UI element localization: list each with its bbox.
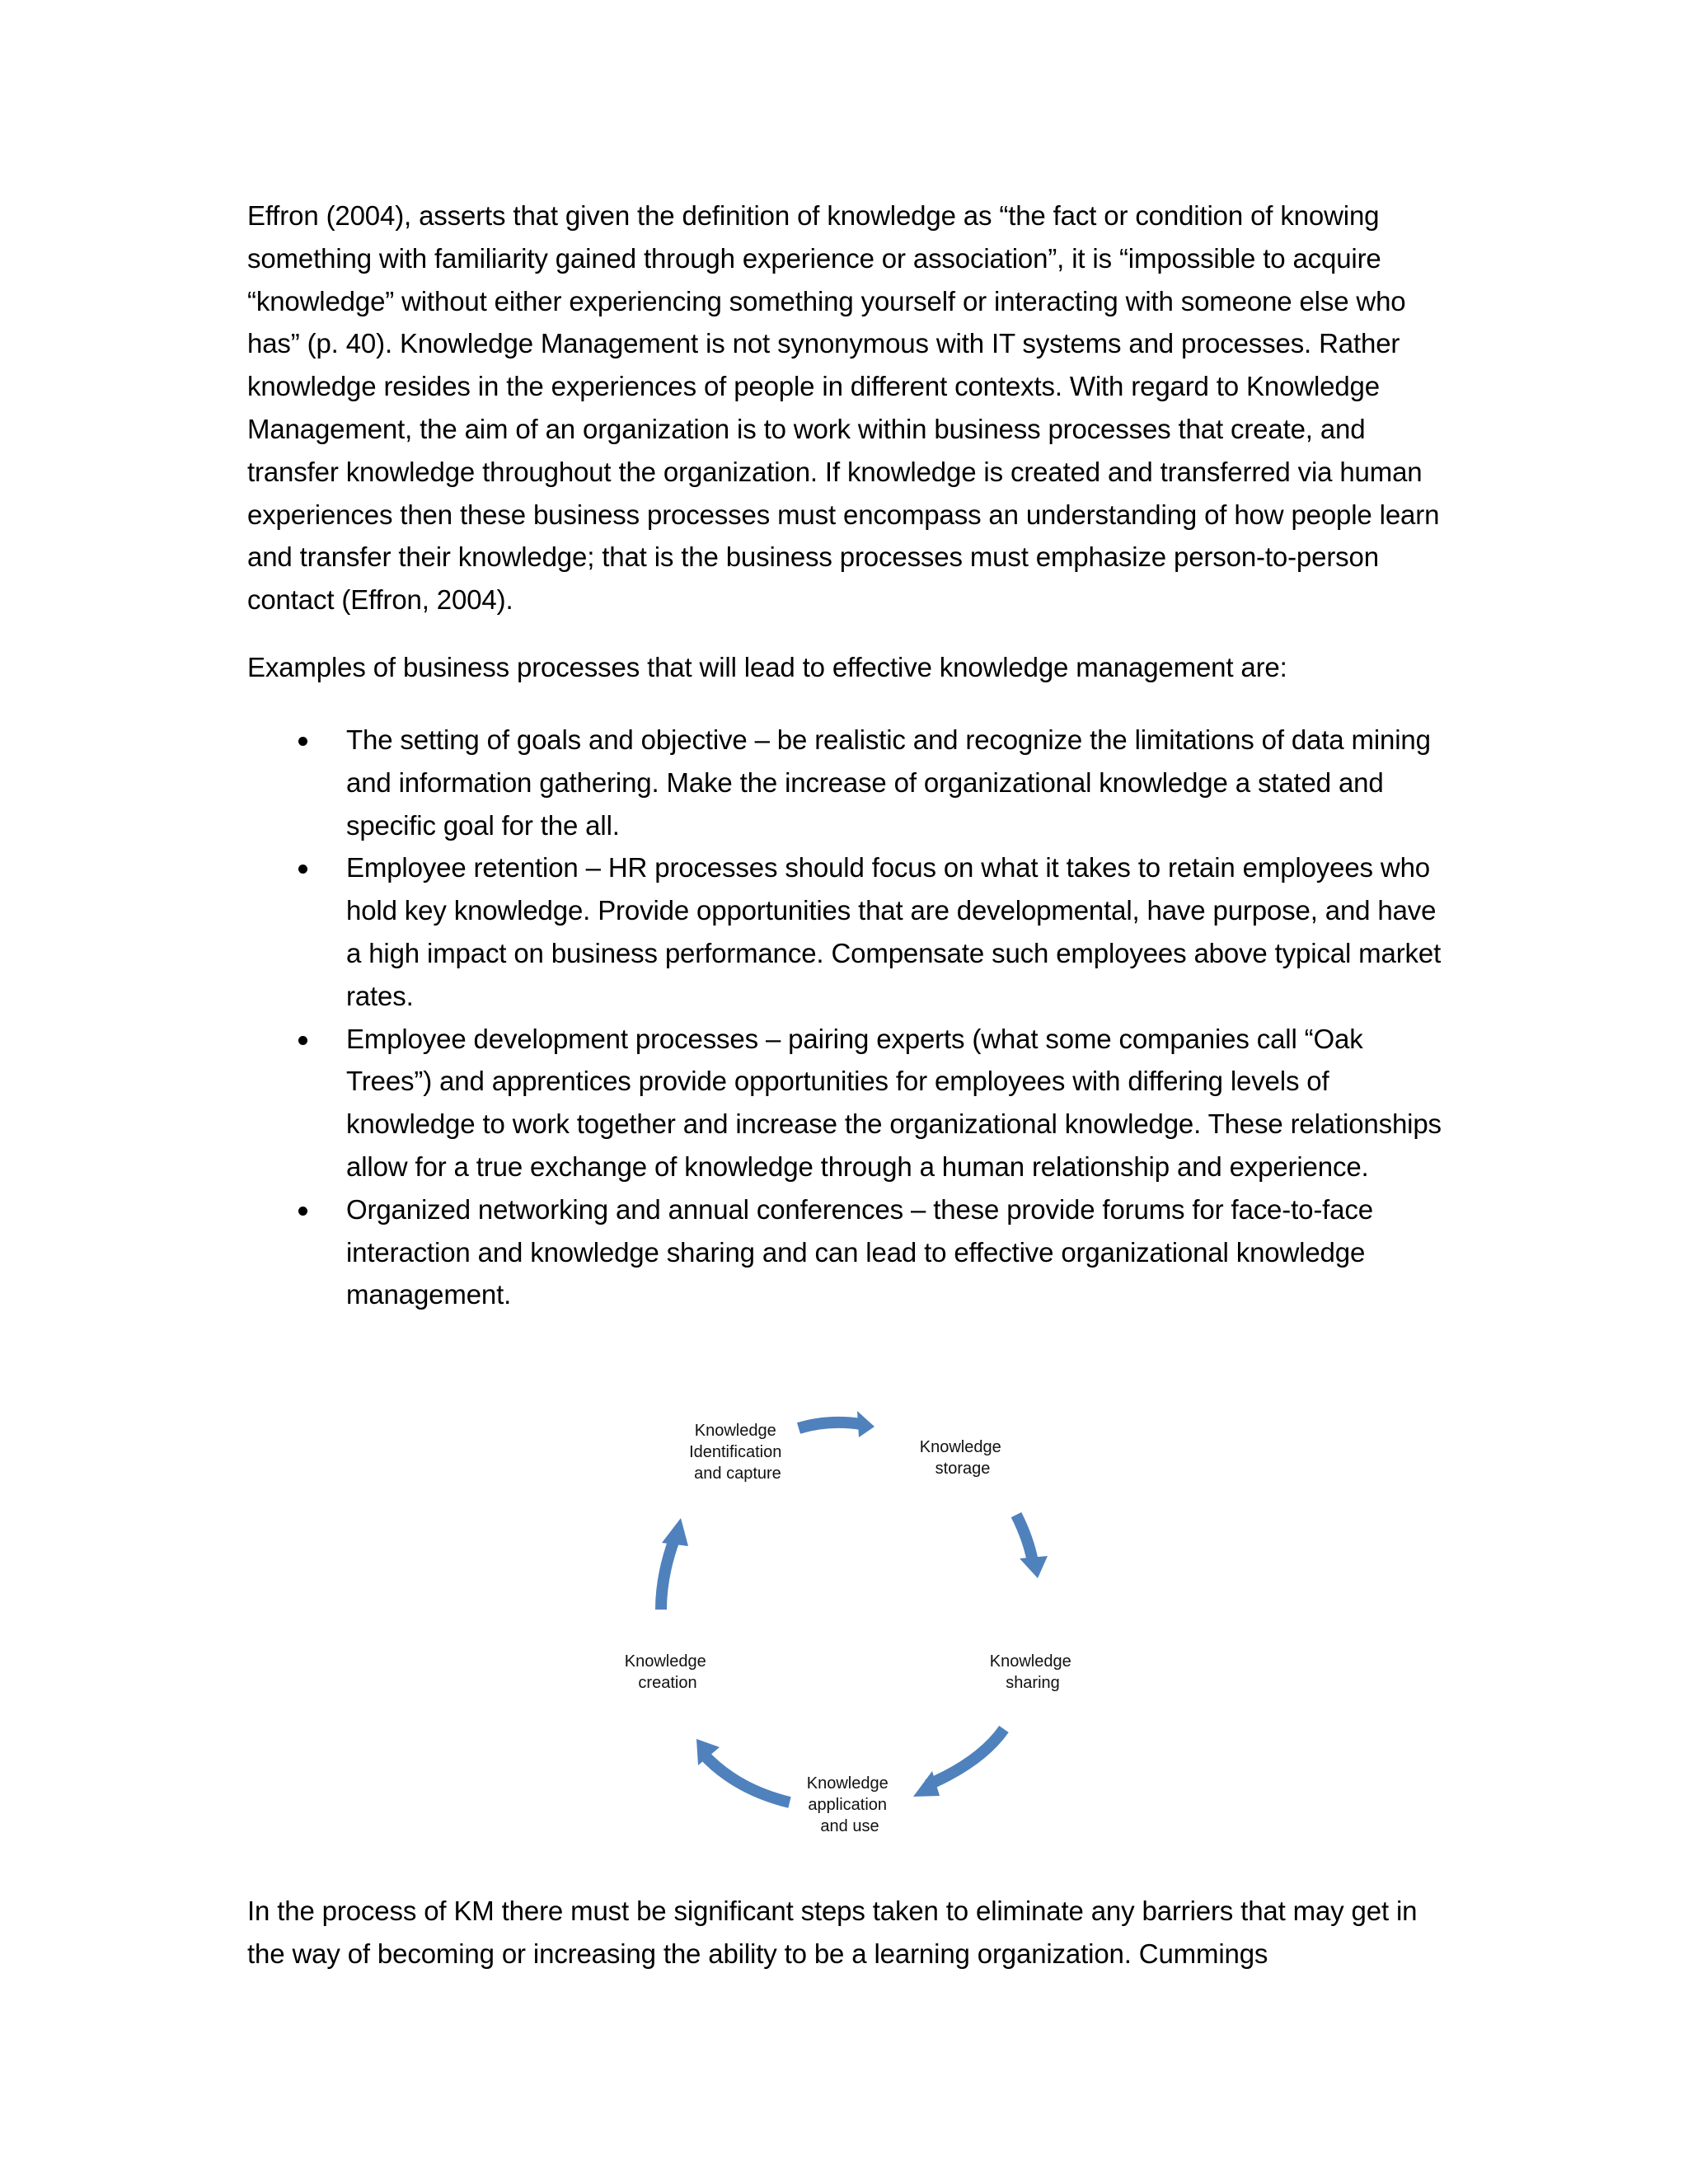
cycle-arrow-storage-to-sharing [1016,1515,1033,1562]
list-item [247,1018,1451,1188]
list-item-text: Employee retention – HR processes should focus on what it takes to retain employees who hold key knowledge. Provide opportunities that are developmental, have purpose, and have a high impact on business performance. Compensate such employees above typical market rates. [346,852,1442,1011]
cycle-arrow-head [662,1518,688,1546]
cycle-arrow-creation-to-identification [661,1540,674,1610]
list-item [247,846,1451,1017]
node-knowledge-identification: Knowledge Identification and capture [689,1422,782,1483]
cycle-arrow-head [913,1771,940,1797]
examples-lead-block [247,646,1451,689]
intro-paragraph-block [247,194,1451,621]
knowledge-cycle-diagram [560,1393,1121,1838]
bullet-icon [298,1036,307,1045]
cycle-arrow-application-to-creation [702,1753,790,1802]
closing-paragraph-block [247,1890,1451,1975]
list-item-text: Organized networking and annual conferences – these provide forums for face-to-face interaction and knowledge sharing and can lead to effective organizational knowledge management. [346,1193,1373,1310]
cycle-arrow-sharing-to-application [927,1729,1004,1785]
bullet-icon [298,865,307,874]
intro-paragraph: Effron (2004), asserts that given the definition of knowledge as “the fact or condition of knowing something with familiarity gained through experience or association”, it is “impossible to acquire “knowledge” without either experiencing something yourself or interacting with someone else who has” (p. 40). Knowledge Management is not synonymous with IT systems and processes. Rather knowledge resides in the experiences of people in different contexts. With regard to Knowledge Management, the aim of an organization is to work within business processes that create, and transfer knowledge throughout the organization. If knowledge is created and transferred via human experiences then these business processes must encompass an understanding of how people learn and transfer their knowledge; that is the business processes must emphasize person-to-person contact (Effron, 2004). [247,200,1440,616]
node-knowledge-storage: Knowledge storage [919,1438,1001,1478]
examples-lead-paragraph: Examples of business processes that will lead to effective knowledge management are: [247,652,1287,682]
node-knowledge-sharing: Knowledge sharing [989,1652,1071,1692]
bullet-icon [298,1207,307,1216]
list-item-text: The setting of goals and objective – be realistic and recognize the limitations of data mining and information gathering. Make the increase of organizational knowledge a stated and specific goal for the all. [346,724,1431,841]
node-knowledge-application: Knowledge application and use [806,1774,889,1835]
business-process-list [247,719,1451,1316]
list-item [247,719,1451,846]
list-item [247,1188,1451,1316]
list-item-text: Employee development processes – pairing experts (what some companies call “Oak Trees”) and apprentices provide opportunities for employees with differing levels of knowledge to work together and increase the organizational knowledge. These relationships allow for a true exchange of knowledge through a human relationship and experience. [346,1023,1442,1182]
cycle-arrow-head [1020,1556,1048,1578]
cycle-arrow-head [857,1411,874,1437]
cycle-arrow-identification-to-storage [799,1422,861,1428]
closing-paragraph: In the process of KM there must be significant steps taken to eliminate any barriers that may get in the way of becoming or increasing the ability to be a learning organization. Cummings [247,1896,1418,1969]
node-knowledge-creation: Knowledge creation [624,1652,706,1692]
bullet-icon [298,737,307,746]
